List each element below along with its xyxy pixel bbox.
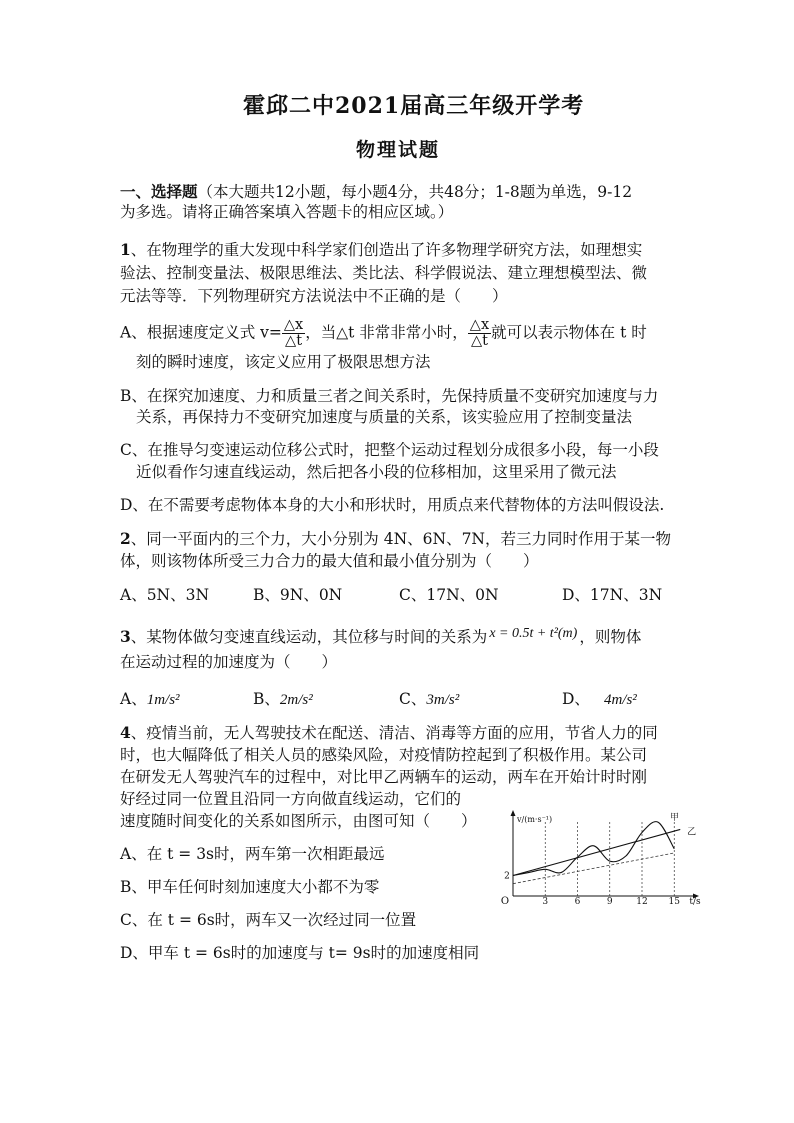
section-heading: 一、选择题 [120, 182, 198, 201]
q1-option-a-text-2: ，当△t 非常非常小时， [305, 323, 468, 342]
q1-option-c-line-2: 近似看作匀速直线运动，然后把各小段的位移相加，这里采用了微元法 [136, 463, 617, 481]
q3-formula: x = 0.5t + t²(m) [489, 626, 578, 641]
x-tick-12: 12 [636, 897, 648, 907]
q2-stem-line-2: 体，则该物体所受三力合力的最大值和最小值分别为（ ） [120, 552, 539, 570]
q1-option-b-line-2: 关系，再保持力不变研究加速度与质量的关系，该实验应用了控制变量法 [136, 408, 633, 426]
y-axis-label: v/(m·s⁻¹) [517, 815, 553, 824]
x-tick-9: 9 [606, 897, 613, 907]
q2-option-d: D、17N、3N [562, 586, 663, 604]
q3-option-d: D、 4m/s² [562, 690, 637, 708]
q4-option-a: A、在 t = 3s时，两车第一次相距最远 [120, 845, 385, 863]
x-tick-6: 6 [574, 897, 581, 907]
instruction-line-1: （本大题共12小题，每小题4分，共48分；1-8题为单选，9-12 [197, 183, 633, 201]
q3-option-a-value: 1m/s² [146, 692, 180, 708]
q1-number: 1 [120, 240, 131, 259]
q4-stem-line-4: 好经过同一位置且沿同一方向做直线运动，它们的 [120, 790, 462, 808]
q4-option-c: C、在 t = 6s时，两车又一次经过同一位置 [120, 911, 417, 929]
origin-label: O [500, 896, 510, 907]
q4-option-b: B、甲车任何时刻加速度大小都不为零 [120, 878, 380, 896]
q1-option-a-text: A、根据速度定义式 v= [120, 323, 282, 342]
q3-stem-line-1 [120, 628, 641, 648]
y-tick-2: 2 [504, 871, 510, 882]
q3-option-b-value: 2m/s² [279, 692, 313, 708]
q3-text-2: ，则物体 [579, 628, 642, 646]
q1-text: 、在物理学的重大发现中科学家们创造出了许多物理学研究方法，如理想实 [130, 241, 643, 259]
q2-number: 2 [120, 529, 131, 548]
q3-text: 、某物体做匀变速直线运动，其位移与时间的关系为 [130, 628, 488, 646]
exam-title: 霍邱二中2021届高三年级开学考 [243, 93, 585, 119]
q1-stem-line-1 [120, 241, 642, 259]
q1-option-a-text-3: 就可以表示物体在 t 时 [491, 323, 647, 342]
q1-option-b-line-1: B、在探究加速度、力和质量三者之间关系时，先保持质量不变研究加速度与力 [120, 387, 659, 405]
q4-stem-line-5: 速度随时间变化的关系如图所示，由图可知（ ） [120, 812, 477, 830]
q1-stem-line-3: 元法等等．下列物理研究方法说法中不正确的是（ ） [120, 287, 508, 305]
q1-option-d: D、在不需要考虑物体本身的大小和形状时，用质点来代替物体的方法叫假设法. [120, 496, 665, 514]
fraction-delta-x-over-delta-t: $\frac{\triangle x}{\triangle t}$ [283, 317, 304, 349]
q3-option-c-value: 3m/s² [426, 692, 460, 708]
q1-option-a-line-2: 刻的瞬时速度，该定义应用了极限思想方法 [136, 353, 431, 371]
instruction-line-2: 为多选。请将正确答案填入答题卡的相应区域。） [120, 203, 454, 221]
fraction-delta-x-over-delta-t-2: $\frac{\triangle x}{\triangle t}$ [469, 317, 490, 349]
series-label-yi: 乙 [687, 827, 697, 838]
x-tick-15: 15 [668, 897, 680, 907]
velocity-time-graph [493, 810, 703, 910]
series-line-jia [513, 822, 674, 876]
x-tick-3: 3 [542, 897, 549, 907]
q3-option-c: C、3m/s² [399, 690, 460, 708]
q2-option-c: C、17N、0N [399, 586, 499, 604]
q4-number: 4 [120, 723, 131, 742]
q3-option-b: B、2m/s² [253, 690, 313, 708]
y-axis-arrow [511, 810, 516, 816]
section-instructions [120, 183, 632, 201]
q2-stem-line-1 [120, 530, 671, 548]
q3-stem-line-2: 在运动过程的加速度为（ ） [120, 653, 338, 671]
q1-option-c-line-1: C、在推导匀变速运动位移公式时，把整个运动过程划分成很多小段，每一小段 [120, 441, 659, 459]
series-label-jia: 甲 [669, 813, 679, 824]
series-line-yi [513, 829, 680, 875]
q4-stem-line-1 [120, 724, 658, 742]
q3-option-a: A、1m/s² [120, 690, 180, 708]
x-axis-label: t/s [689, 897, 701, 907]
q3-option-d-value: 4m/s² [603, 692, 637, 708]
q4-stem-line-3: 在研发无人驾驶汽车的过程中，对比甲乙两辆车的运动，两车在开始计时时刚 [120, 768, 648, 786]
q3-number: 3 [120, 627, 131, 646]
q2-option-a: A、5N、3N [120, 586, 210, 604]
q1-stem-line-2: 验法、控制变量法、极限思维法、类比法、科学假说法、建立理想模型法、微 [120, 264, 648, 282]
q2-text: 、同一平面内的三个力，大小分别为 4N、6N、7N，若三力同时作用于某一物 [130, 530, 671, 548]
q4-stem-line-2: 时，也大幅降低了相关人员的感染风险，对疫情防控起到了积极作用。某公司 [120, 746, 648, 764]
q2-option-b: B、9N、0N [253, 586, 343, 604]
exam-subject: 物理试题 [356, 139, 441, 161]
q1-option-a-line-1 [120, 318, 647, 349]
q4-option-d: D、甲车 t = 6s时的加速度与 t= 9s时的加速度相同 [120, 944, 480, 962]
q4-text: 、疫情当前，无人驾驶技术在配送、清洁、消毒等方面的应用，节省人力的同 [130, 724, 658, 742]
